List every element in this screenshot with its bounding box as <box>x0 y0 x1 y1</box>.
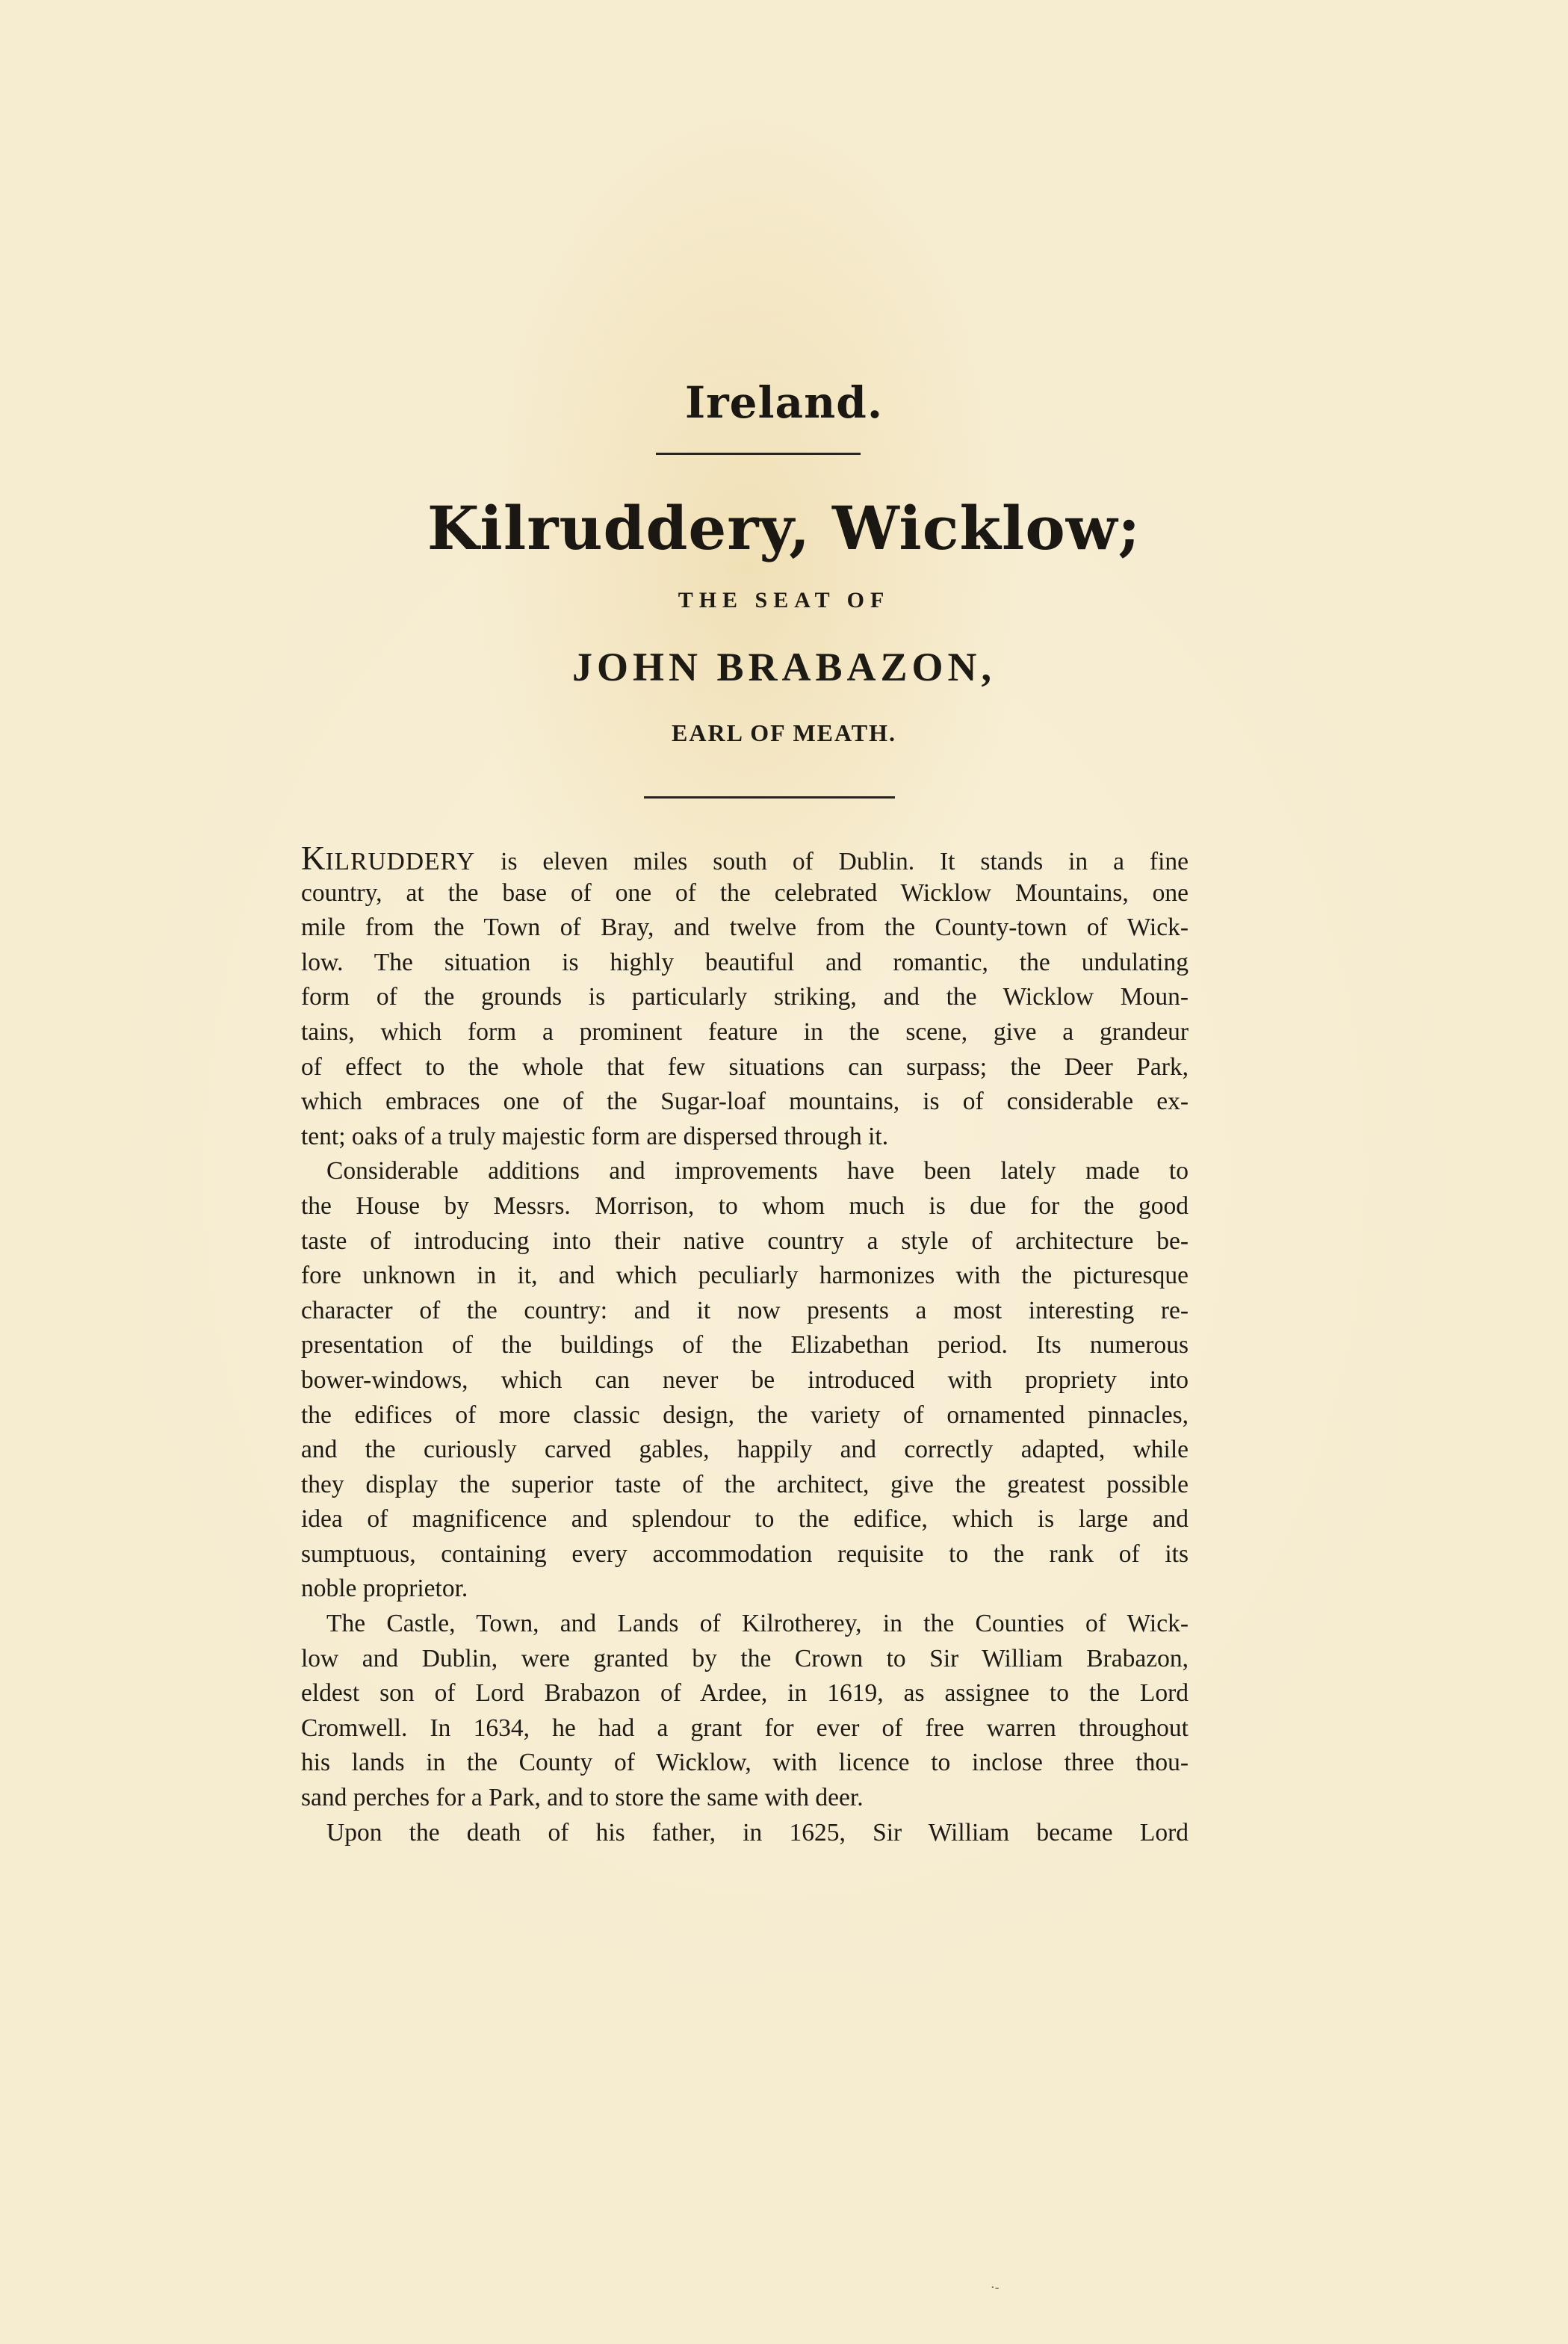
text-line: Considerable additions and improvements have been lately made to <box>326 1157 1189 1185</box>
text-line: of effect to the whole that few situations can surpass; the Deer Park, <box>301 1052 1189 1081</box>
text-line: fore unknown in it, and which peculiarly harmonizes with the picturesque <box>301 1262 1189 1290</box>
text-line: noble proprietor. <box>301 1575 468 1603</box>
text-line: the edifices of more classic design, the variety of ornamented pinnacles, <box>301 1401 1189 1429</box>
text-line: Upon the death of his father, in 1625, Sir William became Lord <box>326 1818 1189 1847</box>
text-line: the House by Messrs. Morrison, to whom much is due for the good <box>301 1191 1189 1220</box>
text-line <box>301 841 1189 876</box>
text-line: sand perches for a Park, and to store the same with deer. <box>301 1784 864 1812</box>
seat-of-label: THE SEAT OF <box>678 588 890 613</box>
text-line: his lands in the County of Wicklow, with licence to inclose three thou- <box>301 1749 1189 1777</box>
foot-mark: ·˗ <box>991 2280 1000 2295</box>
text-line: they display the superior taste of the architect, give the greatest possible <box>301 1470 1189 1498</box>
text-line: country, at the base of one of the celebrated Wicklow Mountains, one <box>301 878 1189 907</box>
text-line: taste of introducing into their native country a style of architecture be- <box>301 1227 1189 1255</box>
owner-title: EARL OF MEATH. <box>672 719 896 746</box>
text-line: character of the country: and it now presents a most interesting re- <box>301 1296 1189 1324</box>
first-line-text: is eleven miles south of Dublin. It stands in a fine <box>475 848 1189 875</box>
text-line: presentation of the buildings of the Elizabethan period. Its numerous <box>301 1331 1189 1359</box>
section-rule <box>644 796 895 799</box>
text-line: and the curiously carved gables, happily and correctly adapted, while <box>301 1436 1189 1464</box>
body-text <box>301 841 1189 1850</box>
text-line: The Castle, Town, and Lands of Kilrotherey, in the Counties of Wick- <box>326 1610 1189 1638</box>
text-line: tains, which form a prominent feature in the scene, give a grandeur <box>301 1017 1189 1046</box>
seat-heading: Kilruddery, Wicklow; <box>427 493 1141 563</box>
first-word: ILRUDDERY <box>325 848 476 875</box>
text-line: form of the grounds is particularly striking, and the Wicklow Moun- <box>301 983 1189 1011</box>
drop-cap: K <box>301 840 326 877</box>
text-line: low. The situation is highly beautiful and romantic, the undulating <box>301 948 1189 976</box>
region-heading: Ireland. <box>684 377 884 428</box>
heading-rule <box>656 453 861 455</box>
text-line: bower-windows, which can never be introduced with propriety into <box>301 1365 1189 1394</box>
text-line: eldest son of Lord Brabazon of Ardee, in 1619, as assignee to the Lord <box>301 1679 1189 1708</box>
text-line: idea of magnificence and splendour to the edifice, which is large and <box>301 1505 1189 1534</box>
text-line: sumptuous, containing every accommodation requisite to the rank of its <box>301 1540 1189 1568</box>
owner-name: JOHN BRABAZON, <box>571 645 997 689</box>
text-line: tent; oaks of a truly majestic form are dispersed through it. <box>301 1122 889 1150</box>
text-line: which embraces one of the Sugar-loaf mountains, is of considerable ex- <box>301 1088 1189 1116</box>
text-line: mile from the Town of Bray, and twelve from the County-town of Wick- <box>301 914 1189 942</box>
text-line: low and Dublin, were granted by the Crown to Sir William Brabazon, <box>301 1644 1189 1672</box>
text-line: Cromwell. In 1634, he had a grant for ever of free warren throughout <box>301 1714 1189 1742</box>
